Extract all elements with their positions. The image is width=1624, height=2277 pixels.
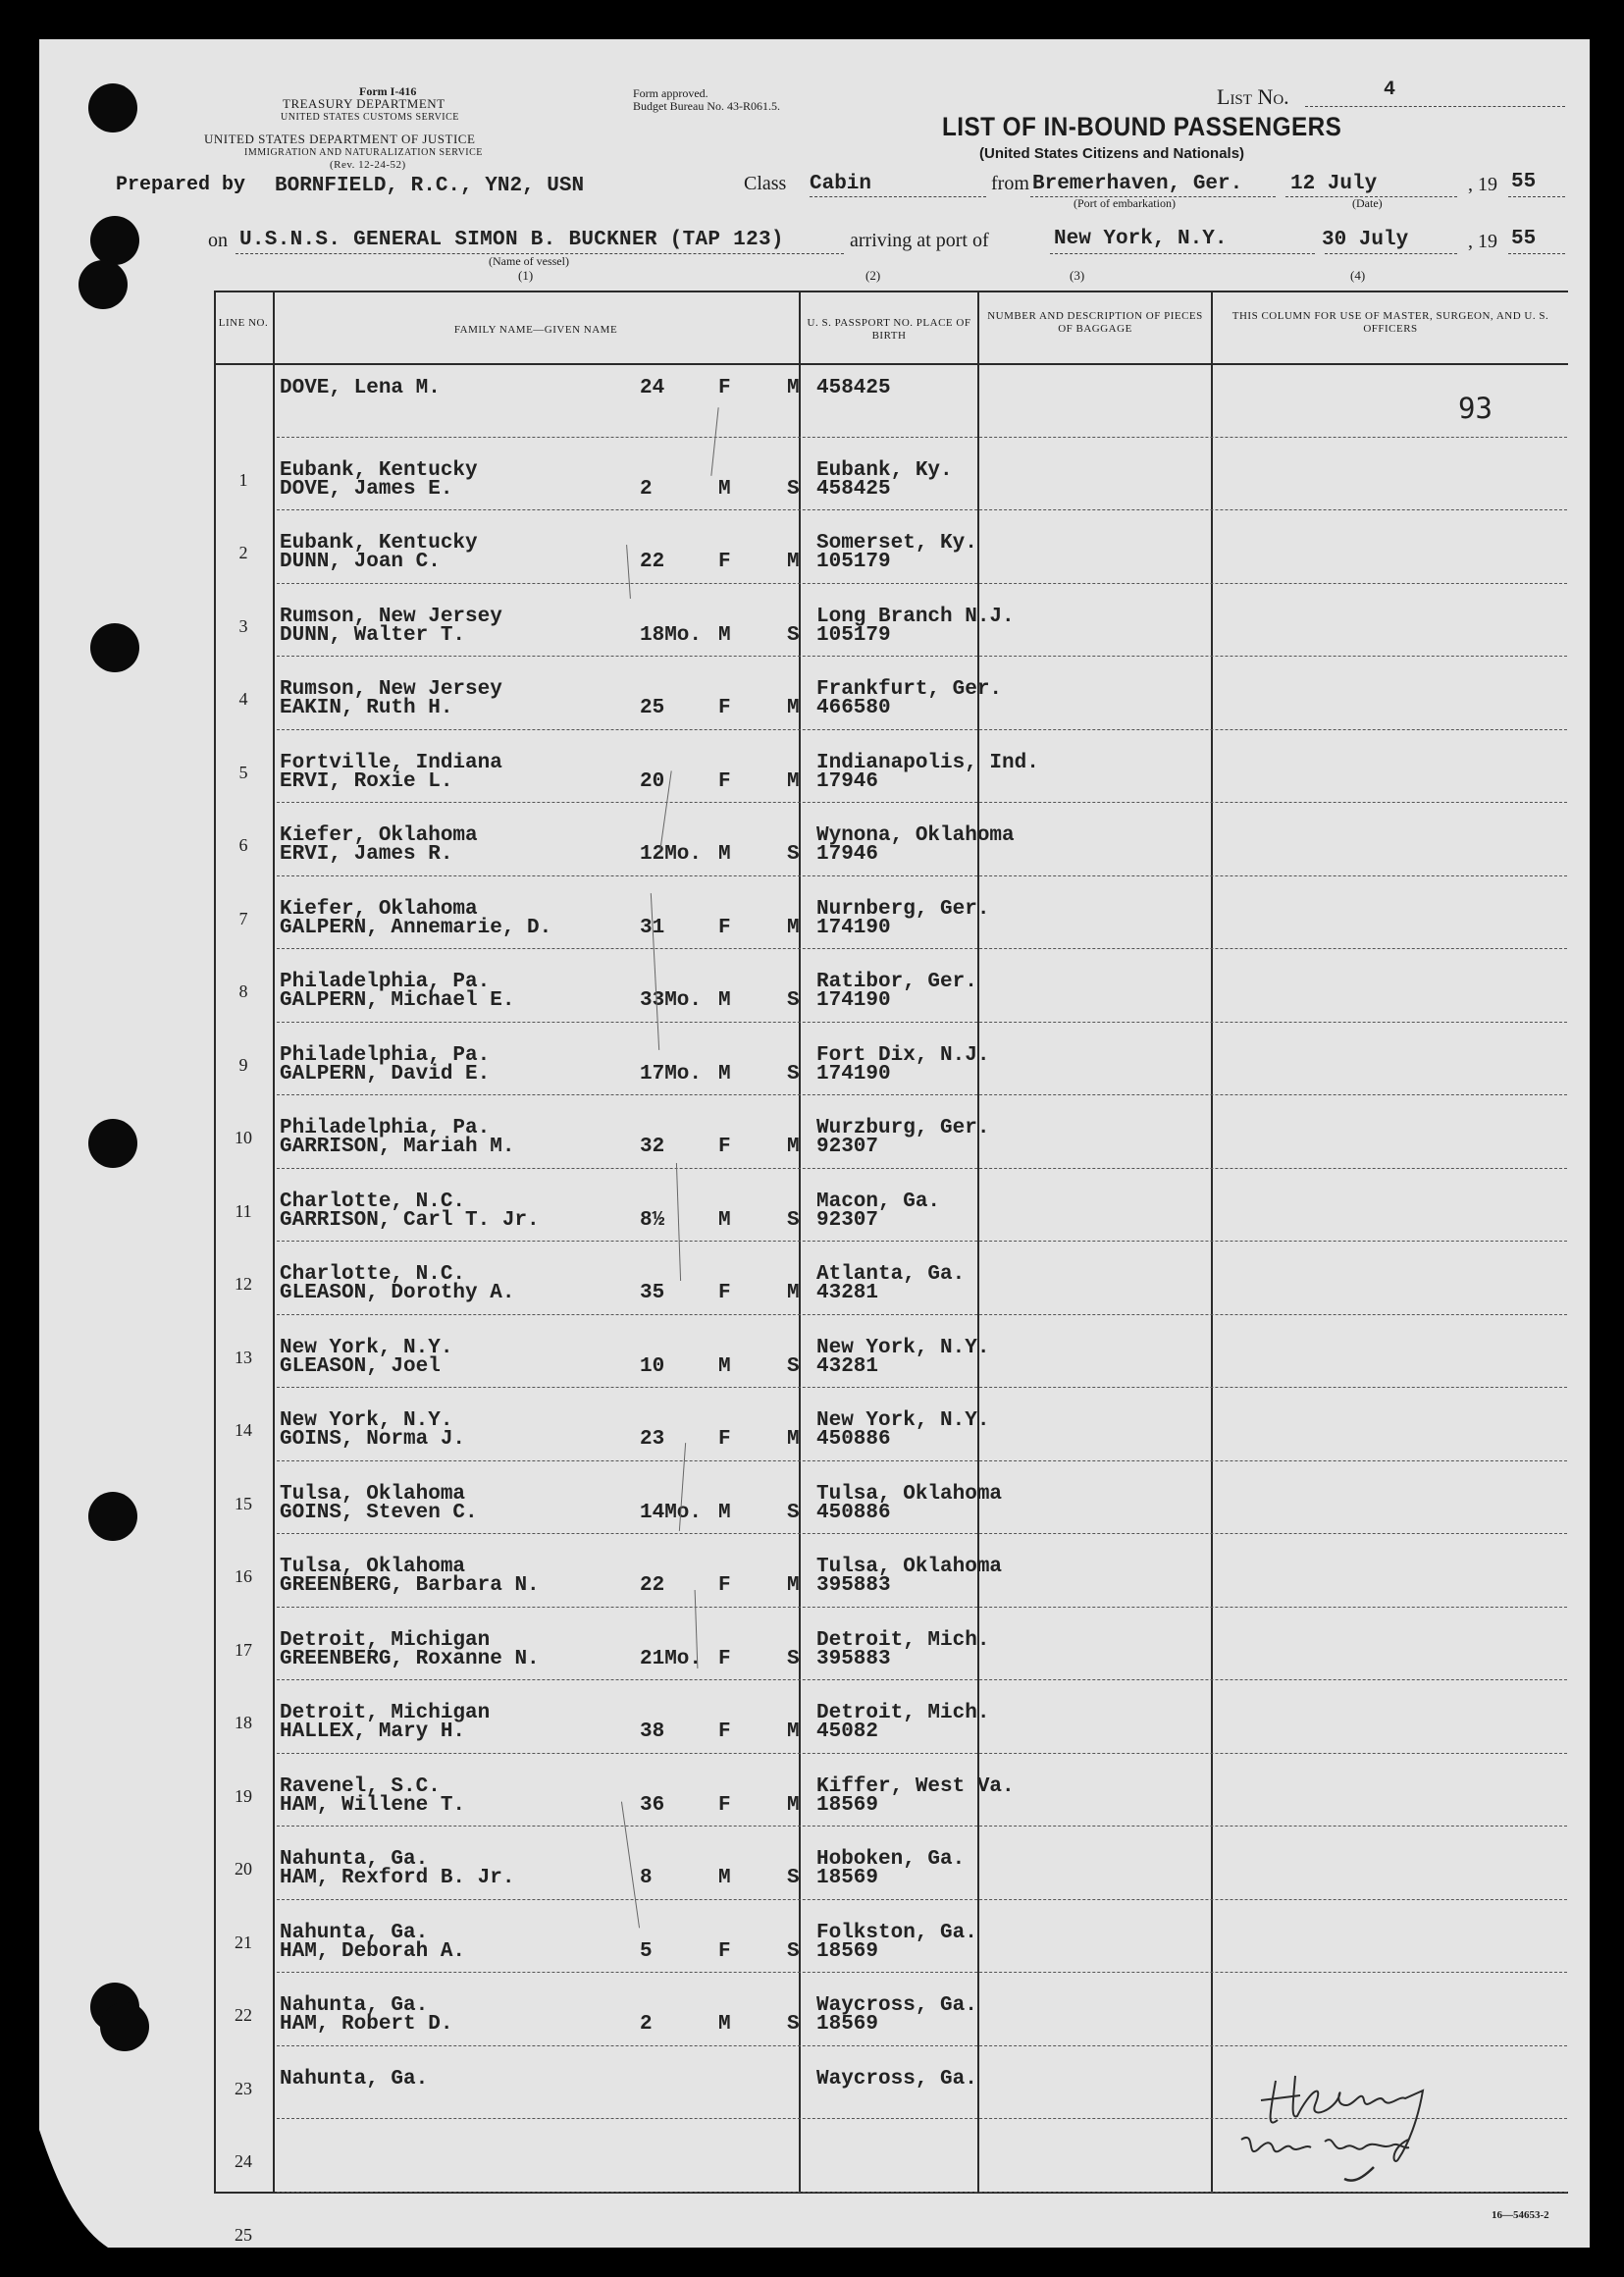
budget-bureau: Budget Bureau No. 43-R061.5. [633, 99, 780, 113]
passport-number: 458425 [816, 477, 891, 501]
table-row [39, 770, 1590, 866]
arrival-year-prefix-text: 19 [1478, 231, 1497, 252]
print-code: 16—54653-2 [1492, 2209, 1549, 2221]
line-number: 7 [238, 908, 248, 928]
marital-status-text: M [787, 1574, 800, 1597]
arrival-date-line [1325, 253, 1457, 254]
table-row [39, 1209, 1590, 1304]
prepared-by-label: Prepared by [116, 174, 246, 196]
line-number: 10 [235, 1128, 252, 1147]
row-rule [277, 1241, 1567, 1242]
row-rule [277, 656, 1567, 657]
row-rule [277, 1460, 1567, 1461]
arrival-year-line [1508, 253, 1565, 254]
form-number: Form I-416 [359, 84, 417, 98]
marital-status-text: S [787, 1647, 800, 1670]
marital-status-text: M [787, 916, 800, 939]
sex-text: F [718, 551, 731, 573]
row-rule [277, 1387, 1567, 1388]
marital-status-text: S [787, 623, 800, 647]
sex-text: F [718, 377, 731, 399]
age-text: 17Mo. [640, 1062, 703, 1086]
depart-year: 55 [1511, 171, 1537, 193]
form-approved: Form approved. [633, 86, 708, 100]
residence-text: New York, N.Y. [280, 1409, 453, 1432]
line-number: 5 [238, 762, 248, 782]
from-value: Bremerhaven, Ger. [1032, 173, 1243, 195]
line-number: 17 [235, 1639, 252, 1660]
table-row [39, 1429, 1590, 1524]
passenger-name: DOVE, James E. [280, 477, 453, 501]
col-number-4: (4) [1350, 268, 1366, 283]
passport-number: 395883 [816, 1574, 891, 1597]
passenger-name: EAKIN, Ruth H. [280, 697, 453, 719]
depart-year-prefix: , 19 [1468, 174, 1497, 195]
sex-text: M [718, 477, 731, 501]
header-officers: THIS COLUMN FOR USE OF MASTER, SURGEON, AND U. S. OFFICERS [1231, 310, 1549, 335]
birthplace-text: Eubank, Ky. [816, 458, 953, 482]
treasury-department: TREASURY DEPARTMENT [283, 96, 445, 111]
marital-status-text: S [787, 989, 800, 1012]
arriving-label: arriving at port of [850, 230, 989, 251]
table-row [39, 1575, 1590, 1670]
row-rule [277, 729, 1567, 730]
birthplace-text: Hoboken, Ga. [816, 1848, 966, 1871]
marital-status-text: M [787, 769, 800, 793]
age-text: 21Mo. [640, 1647, 703, 1670]
line-number: 3 [238, 615, 248, 636]
row-rule [277, 1094, 1567, 1095]
age-text: 5 [640, 1939, 653, 1963]
residence-text: Charlotte, N.C. [280, 1190, 466, 1213]
row-rule [277, 1168, 1567, 1169]
age-text: 14Mo. [640, 1501, 703, 1524]
residence-text: Nahunta, Ga. [280, 1994, 429, 2017]
passenger-name: GALPERN, Michael E. [280, 989, 515, 1012]
sex-text: M [718, 1501, 731, 1524]
marital-status-text: M [787, 1428, 800, 1451]
passenger-name: GOINS, Steven C. [280, 1501, 478, 1524]
residence-text: Fortville, Indiana [280, 751, 502, 774]
residence-text: Eubank, Kentucky [280, 532, 478, 555]
age-text: 18Mo. [640, 623, 703, 647]
line-number: 12 [235, 1274, 252, 1294]
passenger-name: GLEASON, Dorothy A. [280, 1282, 515, 1304]
birthplace-text: Fort Dix, N.J. [816, 1043, 990, 1067]
birthplace-text: Detroit, Mich. [816, 1702, 990, 1724]
marital-status-text: M [787, 377, 800, 399]
depart-year-prefix-text: 19 [1478, 174, 1497, 195]
age-text: 12Mo. [640, 843, 703, 866]
date-caption: (Date) [1352, 196, 1383, 210]
passenger-name: GARRISON, Mariah M. [280, 1136, 515, 1158]
header-baggage: NUMBER AND DESCRIPTION OF PIECES OF BAGGAGE [987, 310, 1203, 335]
marital-status-text: M [787, 1136, 800, 1158]
passport-number: 395883 [816, 1647, 891, 1670]
birthplace-text: Tulsa, Oklahoma [816, 1482, 1003, 1506]
age-text: 2 [640, 477, 653, 501]
table-row [39, 1868, 1590, 1963]
form-revision: (Rev. 12-24-52) [330, 159, 406, 171]
row-rule [277, 875, 1567, 876]
birthplace-text: Folkston, Ga. [816, 1921, 977, 1944]
residence-text: Detroit, Michigan [280, 1702, 491, 1724]
line-number: 18 [235, 1713, 252, 1732]
row-rule [277, 1314, 1567, 1315]
sex-text: M [718, 2013, 731, 2036]
header-family-name: FAMILY NAME—GIVEN NAME [453, 324, 618, 336]
line-number: 6 [238, 835, 248, 855]
table-top-border [214, 291, 1568, 292]
punch-hole [79, 260, 128, 309]
document-title: LIST OF IN-BOUND PASSENGERS [942, 112, 1342, 141]
residence-text: Tulsa, Oklahoma [280, 1482, 466, 1506]
passport-number: 43281 [816, 1282, 879, 1304]
arrival-date: 30 July [1322, 229, 1409, 251]
table-row [39, 698, 1590, 793]
table-row [39, 1283, 1590, 1378]
list-no-line [1305, 106, 1565, 107]
sex-text: M [718, 623, 731, 647]
passport-number: 17946 [816, 843, 879, 866]
birthplace-text: Kiffer, West Va. [816, 1774, 1015, 1798]
ins: IMMIGRATION AND NATURALIZATION SERVICE [244, 147, 483, 158]
row-rule [277, 802, 1567, 803]
line-number: 1 [238, 469, 248, 490]
residence-text: New York, N.Y. [280, 1336, 453, 1359]
age-text: 36 [640, 1793, 665, 1817]
punch-hole [88, 83, 137, 132]
header-line-no: LINE NO. [218, 317, 269, 329]
sex-text: F [718, 1428, 731, 1451]
birthplace-text: Nurnberg, Ger. [816, 897, 990, 921]
age-text: 24 [640, 377, 665, 399]
signature-line-1 [1511, 2071, 1512, 2072]
line-number: 8 [238, 981, 248, 1001]
residence-text: Tulsa, Oklahoma [280, 1556, 466, 1578]
passenger-name: HAM, Rexford B. Jr. [280, 1867, 515, 1889]
passenger-name: DUNN, Joan C. [280, 551, 441, 573]
residence-text: Kiefer, Oklahoma [280, 824, 478, 847]
age-text: 31 [640, 916, 665, 939]
residence-text: Eubank, Kentucky [280, 458, 478, 482]
age-text: 2 [640, 2013, 653, 2036]
passport-number: 45082 [816, 1721, 879, 1743]
folded-corner [39, 2130, 108, 2248]
sex-text: M [718, 1867, 731, 1889]
residence-text: Philadelphia, Pa. [280, 971, 491, 993]
on-label: on [208, 230, 228, 251]
from-label: from [991, 173, 1029, 194]
line-number: 22 [235, 2005, 252, 2025]
residence-text: Philadelphia, Pa. [280, 1117, 491, 1139]
table-row [39, 1794, 1590, 1889]
vessel-name: U.S.N.S. GENERAL SIMON B. BUCKNER (TAP 123) [239, 229, 784, 251]
age-text: 8 [640, 1867, 653, 1889]
passenger-name: HAM, Willene T. [280, 1793, 466, 1817]
sex-text: F [718, 1282, 731, 1304]
line-number: 11 [235, 1200, 252, 1221]
age-text: 22 [640, 551, 665, 573]
marital-status-text: S [787, 2013, 800, 2036]
birthplace-text: Waycross, Ga. [816, 1994, 977, 2017]
residence-text: Charlotte, N.C. [280, 1263, 466, 1286]
passport-number: 18569 [816, 2013, 879, 2036]
row-rule [277, 1972, 1567, 1973]
line-number: 13 [235, 1347, 252, 1367]
table-row [39, 405, 1590, 501]
passenger-name: GOINS, Norma J. [280, 1428, 466, 1451]
marital-status-text: S [787, 1354, 800, 1378]
passport-number: 450886 [816, 1428, 891, 1451]
inspector-signature [1217, 2051, 1531, 2189]
line-number: 2 [238, 543, 248, 562]
marital-status-text: M [787, 1282, 800, 1304]
sex-text: M [718, 1062, 731, 1086]
from-caption: (Port of embarkation) [1074, 196, 1176, 210]
sex-text: M [718, 989, 731, 1012]
table-row [39, 332, 1590, 404]
line-number: 15 [235, 1493, 252, 1513]
line-number: 16 [235, 1566, 252, 1586]
row-rule [277, 437, 1567, 438]
marital-status-text: S [787, 1939, 800, 1963]
row-rule [277, 1899, 1567, 1900]
passport-number: 43281 [816, 1354, 879, 1378]
sex-text: F [718, 1721, 731, 1743]
table-row [39, 1355, 1590, 1451]
table-row [39, 917, 1590, 1012]
table-row [39, 1502, 1590, 1597]
table-row [39, 1940, 1590, 2036]
sex-text: M [718, 843, 731, 866]
line-number: 14 [235, 1420, 252, 1440]
row-rule [277, 583, 1567, 584]
row-rule [277, 1679, 1567, 1680]
passport-number: 92307 [816, 1136, 879, 1158]
table-row [39, 552, 1590, 647]
sex-text: F [718, 1136, 731, 1158]
table-row [39, 1137, 1590, 1232]
sex-text: F [718, 1939, 731, 1963]
list-no-value: 4 [1384, 79, 1396, 101]
sex-text: F [718, 1647, 731, 1670]
residence-text: Nahunta, Ga. [280, 1921, 429, 1944]
customs-service: UNITED STATES CUSTOMS SERVICE [281, 112, 459, 123]
birthplace-text: Ratibor, Ger. [816, 971, 977, 993]
age-text: 25 [640, 697, 665, 719]
table-row [39, 844, 1590, 939]
line-number: 4 [238, 689, 248, 709]
residence-text: Ravenel, S.C. [280, 1774, 441, 1798]
passenger-name: HALLEX, Mary H. [280, 1721, 466, 1743]
age-text: 35 [640, 1282, 665, 1304]
row-rule [277, 1826, 1567, 1827]
arrival-port-line [1050, 253, 1315, 254]
passenger-name: GARRISON, Carl T. Jr. [280, 1208, 540, 1232]
department-of-justice: UNITED STATES DEPARTMENT OF JUSTICE [204, 132, 476, 146]
passport-number: 466580 [816, 697, 891, 719]
sex-text: F [718, 916, 731, 939]
birthplace-text: New York, N.Y. [816, 1409, 990, 1432]
birthplace-text: Waycross, Ga. [816, 2067, 977, 2091]
signature-transcription [1511, 2071, 1512, 2072]
passport-number: 105179 [816, 551, 891, 573]
residence-text: Kiefer, Oklahoma [280, 897, 478, 921]
row-rule [277, 948, 1567, 949]
passport-number: 17946 [816, 769, 879, 793]
table-row [39, 1648, 1590, 1743]
table-row [39, 990, 1590, 1086]
age-text: 33Mo. [640, 989, 703, 1012]
line-number: 21 [235, 1932, 252, 1952]
marital-status-text: M [787, 1721, 800, 1743]
row-rule [277, 509, 1567, 510]
residence-text: Rumson, New Jersey [280, 678, 502, 701]
col-number-1: (1) [518, 268, 534, 283]
marital-status-text: S [787, 477, 800, 501]
table-row [39, 478, 1590, 573]
sex-text: F [718, 1574, 731, 1597]
residence-text: Nahunta, Ga. [280, 2067, 429, 2091]
line-number: 9 [238, 1054, 248, 1075]
passenger-name: GLEASON, Joel [280, 1354, 441, 1378]
passenger-name: DOVE, Lena M. [280, 377, 441, 399]
table-row [39, 1063, 1590, 1158]
arrival-year: 55 [1511, 228, 1537, 250]
birthplace-text: Atlanta, Ga. [816, 1263, 966, 1286]
marital-status-text: M [787, 697, 800, 719]
age-text: 23 [640, 1428, 665, 1451]
age-text: 32 [640, 1136, 665, 1158]
birthplace-text: Somerset, Ky. [816, 532, 977, 555]
row-rule [277, 1753, 1567, 1754]
line-number: 19 [235, 1785, 252, 1806]
birthplace-text: Macon, Ga. [816, 1190, 941, 1213]
passport-number: 174190 [816, 1062, 891, 1086]
passenger-name: DUNN, Walter T. [280, 623, 466, 647]
birthplace-text: Wurzburg, Ger. [816, 1117, 990, 1139]
arrival-port: New York, N.Y. [1054, 228, 1228, 250]
passport-number: 174190 [816, 989, 891, 1012]
row-rule [277, 1533, 1567, 1534]
sex-text: M [718, 1354, 731, 1378]
age-text: 20 [640, 769, 665, 793]
passport-number: 450886 [816, 1501, 891, 1524]
row-rule [277, 2192, 1567, 2193]
residence-text: Philadelphia, Pa. [280, 1043, 491, 1067]
birthplace-text: Wynona, Oklahoma [816, 824, 1015, 847]
list-no-label: List No. [1217, 84, 1289, 109]
residence-text: Nahunta, Ga. [280, 1848, 429, 1871]
marital-status-text: S [787, 1208, 800, 1232]
age-text: 22 [640, 1574, 665, 1597]
line-number: 25 [235, 2224, 252, 2245]
passenger-name: HAM, Robert D. [280, 2013, 453, 2036]
passport-number: 92307 [816, 1208, 879, 1232]
marital-status-text: M [787, 551, 800, 573]
header-passport: U. S. PASSPORT NO. PLACE OF BIRTH [807, 317, 971, 342]
age-text: 8½ [640, 1208, 665, 1232]
table-row [39, 624, 1590, 719]
class-value: Cabin [810, 173, 872, 195]
marital-status-text: S [787, 1062, 800, 1086]
punch-hole [90, 216, 139, 265]
prepared-by-value: BORNFIELD, R.C., YN2, USN [275, 175, 585, 197]
birthplace-text: Long Branch N.J. [816, 605, 1015, 628]
document-subtitle: (United States Citizens and Nationals) [979, 145, 1245, 162]
table-row [39, 1721, 1590, 1817]
sex-text: F [718, 1793, 731, 1817]
birthplace-text: New York, N.Y. [816, 1336, 990, 1359]
passenger-name: ERVI, Roxie L. [280, 769, 453, 793]
arrival-year-prefix: , 19 [1468, 231, 1497, 252]
marital-status-text: S [787, 1501, 800, 1524]
sex-text: F [718, 697, 731, 719]
residence-text: Rumson, New Jersey [280, 605, 502, 628]
passport-number: 18569 [816, 1793, 879, 1817]
row-rule [277, 2045, 1567, 2046]
page-stamp-number: 93 [1458, 392, 1493, 425]
residence-text: Detroit, Michigan [280, 1628, 491, 1652]
sex-text: F [718, 769, 731, 793]
marital-status-text: S [787, 1867, 800, 1889]
depart-year-line [1508, 196, 1565, 197]
class-label: Class [744, 173, 787, 194]
sex-text: M [718, 1208, 731, 1232]
birthplace-text: Indianapolis, Ind. [816, 751, 1039, 774]
passenger-name: GALPERN, Annemarie, D. [280, 916, 552, 939]
depart-date: 12 July [1290, 173, 1378, 195]
document-page [39, 39, 1590, 2248]
marital-status-text: M [787, 1793, 800, 1817]
passenger-name: GREENBERG, Barbara N. [280, 1574, 540, 1597]
passport-number: 18569 [816, 1939, 879, 1963]
row-rule [277, 1607, 1567, 1608]
col-number-3: (3) [1070, 268, 1085, 283]
marital-status-text: S [787, 843, 800, 866]
vessel-caption: (Name of vessel) [489, 254, 569, 268]
passenger-name: GALPERN, David E. [280, 1062, 491, 1086]
class-line [810, 196, 986, 197]
birthplace-text: Detroit, Mich. [816, 1628, 990, 1652]
passenger-name: GREENBERG, Roxanne N. [280, 1647, 540, 1670]
passport-number: 174190 [816, 916, 891, 939]
line-number: 20 [235, 1859, 252, 1879]
birthplace-text: Frankfurt, Ger. [816, 678, 1003, 701]
line-number: 24 [235, 2151, 252, 2171]
row-rule [277, 1022, 1567, 1023]
passport-number: 18569 [816, 1867, 879, 1889]
age-text: 38 [640, 1721, 665, 1743]
passenger-name: ERVI, James R. [280, 843, 453, 866]
age-text: 10 [640, 1354, 665, 1378]
passport-number: 458425 [816, 377, 891, 399]
birthplace-text: Tulsa, Oklahoma [816, 1556, 1003, 1578]
line-number: 23 [235, 2078, 252, 2098]
passport-number: 105179 [816, 623, 891, 647]
passenger-name: HAM, Deborah A. [280, 1939, 466, 1963]
col-number-2: (2) [865, 268, 881, 283]
